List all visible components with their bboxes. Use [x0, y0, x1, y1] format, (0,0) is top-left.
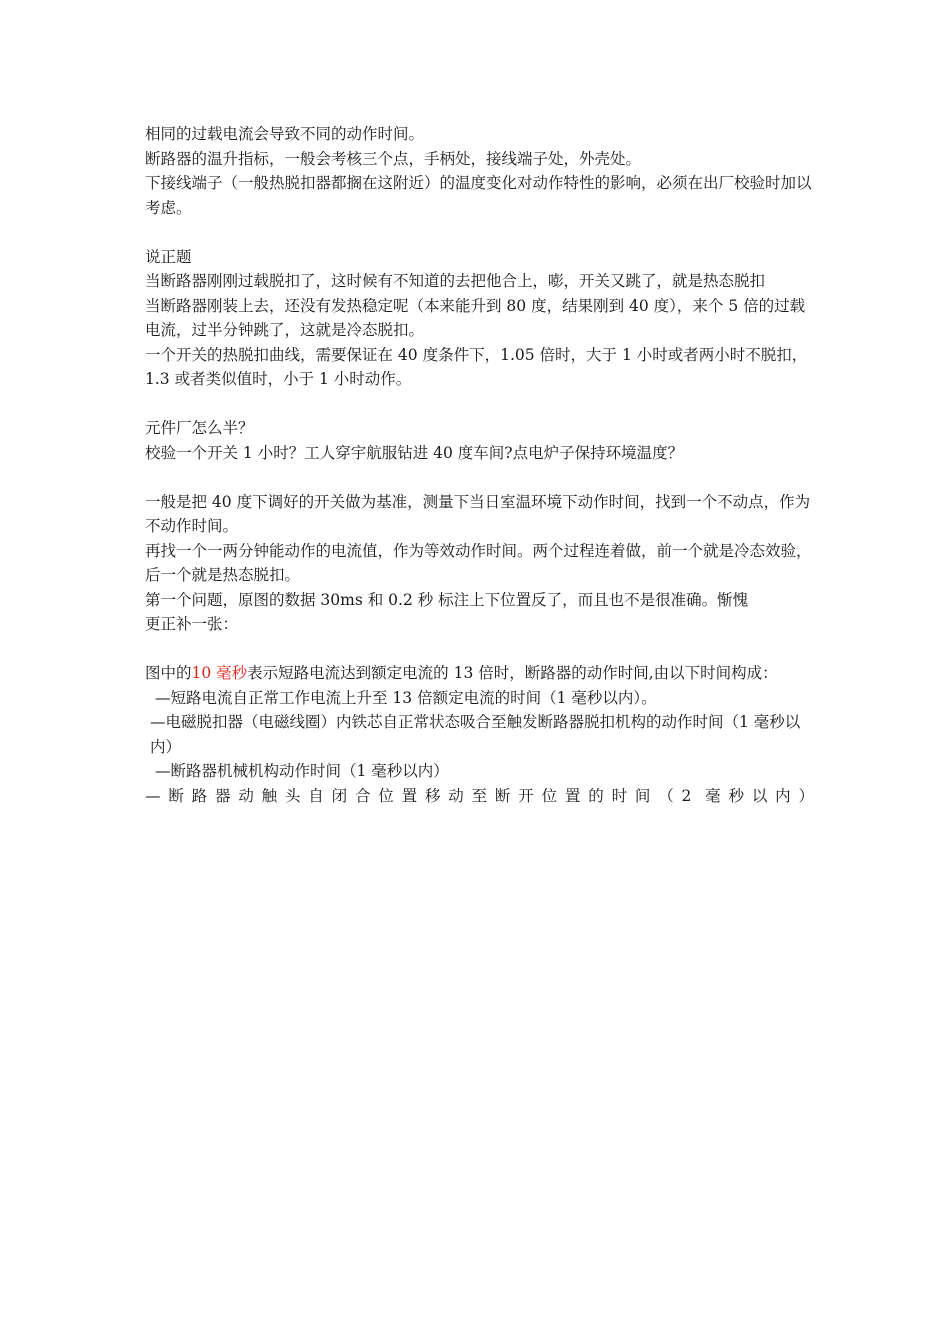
question-line: 校验一个开关 1 小时？工人穿宇航服钻进 40 度车间?点电炉子保持环境温度？: [145, 443, 684, 462]
section-heading: 说正题: [145, 247, 192, 266]
paragraph: 第一个问题，原图的数据 30ms 和 0.2 秒 标注上下位置反了，而且也不是很准确。惭愧: [145, 590, 749, 609]
time-intro: [145, 661, 815, 686]
paragraph: 当断路器刚刚过载脱扣了，这时候有不知道的去把他合上，嘭，开关又跳了，就是热态脱扣: [145, 272, 766, 290]
paragraph: 相同的过载电流会导致不同的动作时间。: [145, 125, 425, 143]
time-item: —电磁脱扣器（电磁线圈）内铁芯自正常状态吸合至触发断路器脱扣机构的动作时间（1 毫秒以内）: [150, 713, 801, 756]
time-item: —断路器动触头自闭合位置移动至断开位置的时间（2 毫秒以内）: [145, 786, 815, 805]
question-line: 元件厂怎么半？: [145, 419, 254, 437]
time-item: —断路器机械机构动作时间（1 毫秒以内）: [155, 762, 449, 780]
paragraph: 一般是把 40 度下调好的开关做为基准，测量下当日室温环境下动作时间，找到一个不动点，作为不动作时间。: [145, 492, 811, 535]
document-body: [145, 122, 815, 808]
paragraph: 再找一个一两分钟能动作的电流值，作为等效动作时间。两个过程连着做，前一个就是冷态效验，后一个就是热态脱扣。: [145, 541, 812, 584]
highlight-10ms: 10 毫秒: [191, 664, 248, 682]
time-intro-prefix: 图中的: [145, 664, 192, 682]
time-item: —短路电流自正常工作电流上升至 13 倍额定电流的时间（1 毫秒以内）。: [155, 688, 657, 707]
paragraph: 断路器的温升指标，一般会考核三个点，手柄处，接线端子处，外壳处。: [145, 149, 642, 168]
blank-line: [145, 465, 815, 490]
time-intro-suffix: 表示短路电流达到额定电流的 13 倍时，断路器的动作时间,由以下时间构成：: [247, 664, 778, 682]
paragraph: 当断路器刚装上去，还没有发热稳定呢（本来能升到 80 度，结果刚到 40 度），来个 5 倍的过载电流，过半分钟跳了，这就是冷态脱扣。: [145, 296, 806, 339]
blank-line: [145, 392, 815, 417]
paragraph: 下接线端子（一般热脱扣器都搁在这附近）的温度变化对动作特性的影响，必须在出厂校验时加以考虑。: [145, 174, 812, 217]
blank-line: [145, 220, 815, 245]
paragraph: 更正补一张：: [145, 615, 239, 633]
blank-line: [145, 637, 815, 662]
paragraph: 一个开关的热脱扣曲线，需要保证在 40 度条件下，1.05 倍时，大于 1 小时或者两小时不脱扣，1.3 或者类似值时，小于 1 小时动作。: [145, 345, 808, 388]
